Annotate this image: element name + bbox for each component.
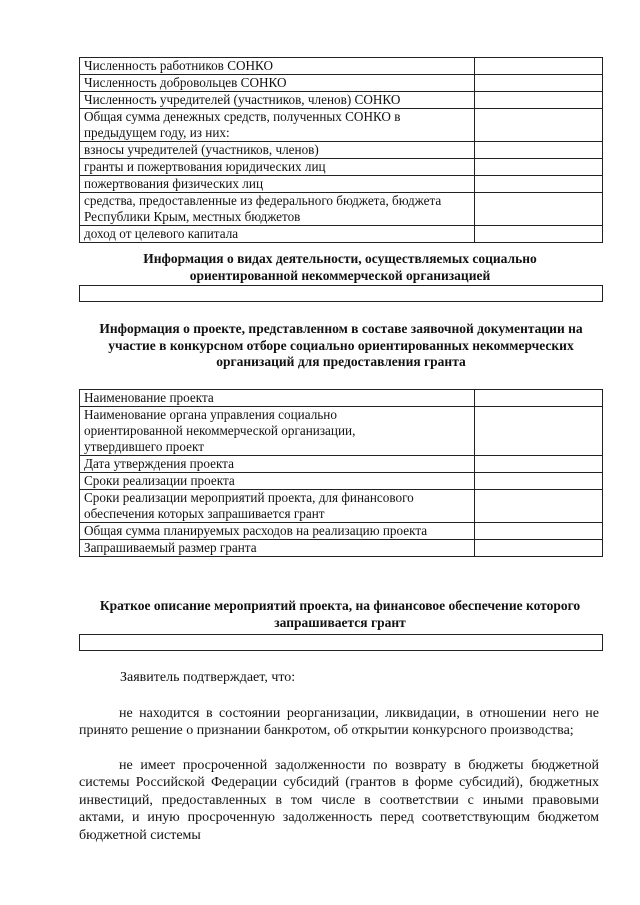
row-label: Сроки реализации мероприятий проекта, для финансового обеспечения которых запрашивается грант	[80, 490, 475, 523]
value-cell[interactable]	[475, 193, 603, 226]
row-label: гранты и пожертвования юридических лиц	[80, 159, 475, 176]
events-field[interactable]	[79, 634, 603, 651]
project-heading: Информация о проекте, представленном в составе заявочной документации на участие в конкурсном отборе социально ориентированных некоммерческих организаций для предоставления гранта	[99, 321, 583, 369]
project-table	[79, 389, 603, 557]
table-row	[80, 58, 603, 75]
value-cell[interactable]	[475, 540, 603, 557]
table-row	[80, 159, 603, 176]
row-label: Общая сумма планируемых расходов на реализацию проекта	[80, 523, 475, 540]
activities-field[interactable]	[79, 285, 603, 302]
row-label: взносы учредителей (участников, членов)	[80, 142, 475, 159]
value-cell[interactable]	[475, 92, 603, 109]
table-row	[80, 193, 603, 226]
row-label: Численность добровольцев СОНКО	[80, 75, 475, 92]
value-cell[interactable]	[475, 473, 603, 490]
value-cell[interactable]	[475, 407, 603, 456]
confirmation-item: не находится в состоянии реорганизации, ликвидации, в отношении него не принято решение о признании банкротом, об открытии конкурсного производства;	[79, 706, 599, 739]
row-label: пожертвования физических лиц	[80, 176, 475, 193]
row-label: доход от целевого капитала	[80, 226, 475, 243]
activities-heading: Информация о видах деятельности, осуществляемых социально ориентированной некоммерческой организацией	[143, 251, 537, 283]
value-cell[interactable]	[475, 390, 603, 407]
table-row	[80, 540, 603, 557]
table-row	[80, 226, 603, 243]
events-heading: Краткое описание мероприятий проекта, на финансовое обеспечение которого запрашивается грант	[99, 598, 581, 630]
table-row	[80, 176, 603, 193]
value-cell[interactable]	[475, 456, 603, 473]
value-cell[interactable]	[475, 176, 603, 193]
value-cell[interactable]	[475, 109, 603, 142]
confirmation-item: не имеет просроченной задолженности по возврату в бюджеты бюджетной системы Российской Федерации субсидий (грантов в форме субсидий), бюджетных инвестиций, предоставленных в том числе в соответствии с иными правовыми актами, и иную просроченную задолженность перед соответствующим бюджетом бюджетной системы	[79, 758, 599, 843]
table-row	[80, 490, 603, 523]
value-cell[interactable]	[475, 75, 603, 92]
table-row	[80, 142, 603, 159]
row-label: Запрашиваемый размер гранта	[80, 540, 475, 557]
value-cell[interactable]	[475, 58, 603, 75]
value-cell[interactable]	[475, 226, 603, 243]
value-cell[interactable]	[475, 142, 603, 159]
row-label: Наименование органа управления социально ориентированной некоммерческой организации, утвердившего проект	[80, 407, 475, 456]
table-row	[80, 75, 603, 92]
table-row	[80, 407, 603, 456]
value-cell[interactable]	[475, 490, 603, 523]
row-label: Общая сумма денежных средств, полученных СОНКО в предыдущем году, из них:	[80, 109, 475, 142]
table-row	[80, 456, 603, 473]
row-label: Численность учредителей (участников, членов) СОНКО	[80, 92, 475, 109]
value-cell[interactable]	[475, 523, 603, 540]
row-label: Дата утверждения проекта	[80, 456, 475, 473]
value-cell[interactable]	[475, 159, 603, 176]
row-label: Наименование проекта	[80, 390, 475, 407]
table-row	[80, 390, 603, 407]
table-row	[80, 92, 603, 109]
table-row	[80, 109, 603, 142]
org-stats-table	[79, 57, 603, 243]
table-row	[80, 473, 603, 490]
confirmation-intro: Заявитель подтверждает, что:	[120, 670, 296, 685]
table-row	[80, 523, 603, 540]
row-label: Сроки реализации проекта	[80, 473, 475, 490]
row-label: средства, предоставленные из федерального бюджета, бюджета Республики Крым, местных бюджетов	[80, 193, 475, 226]
row-label: Численность работников СОНКО	[80, 58, 475, 75]
